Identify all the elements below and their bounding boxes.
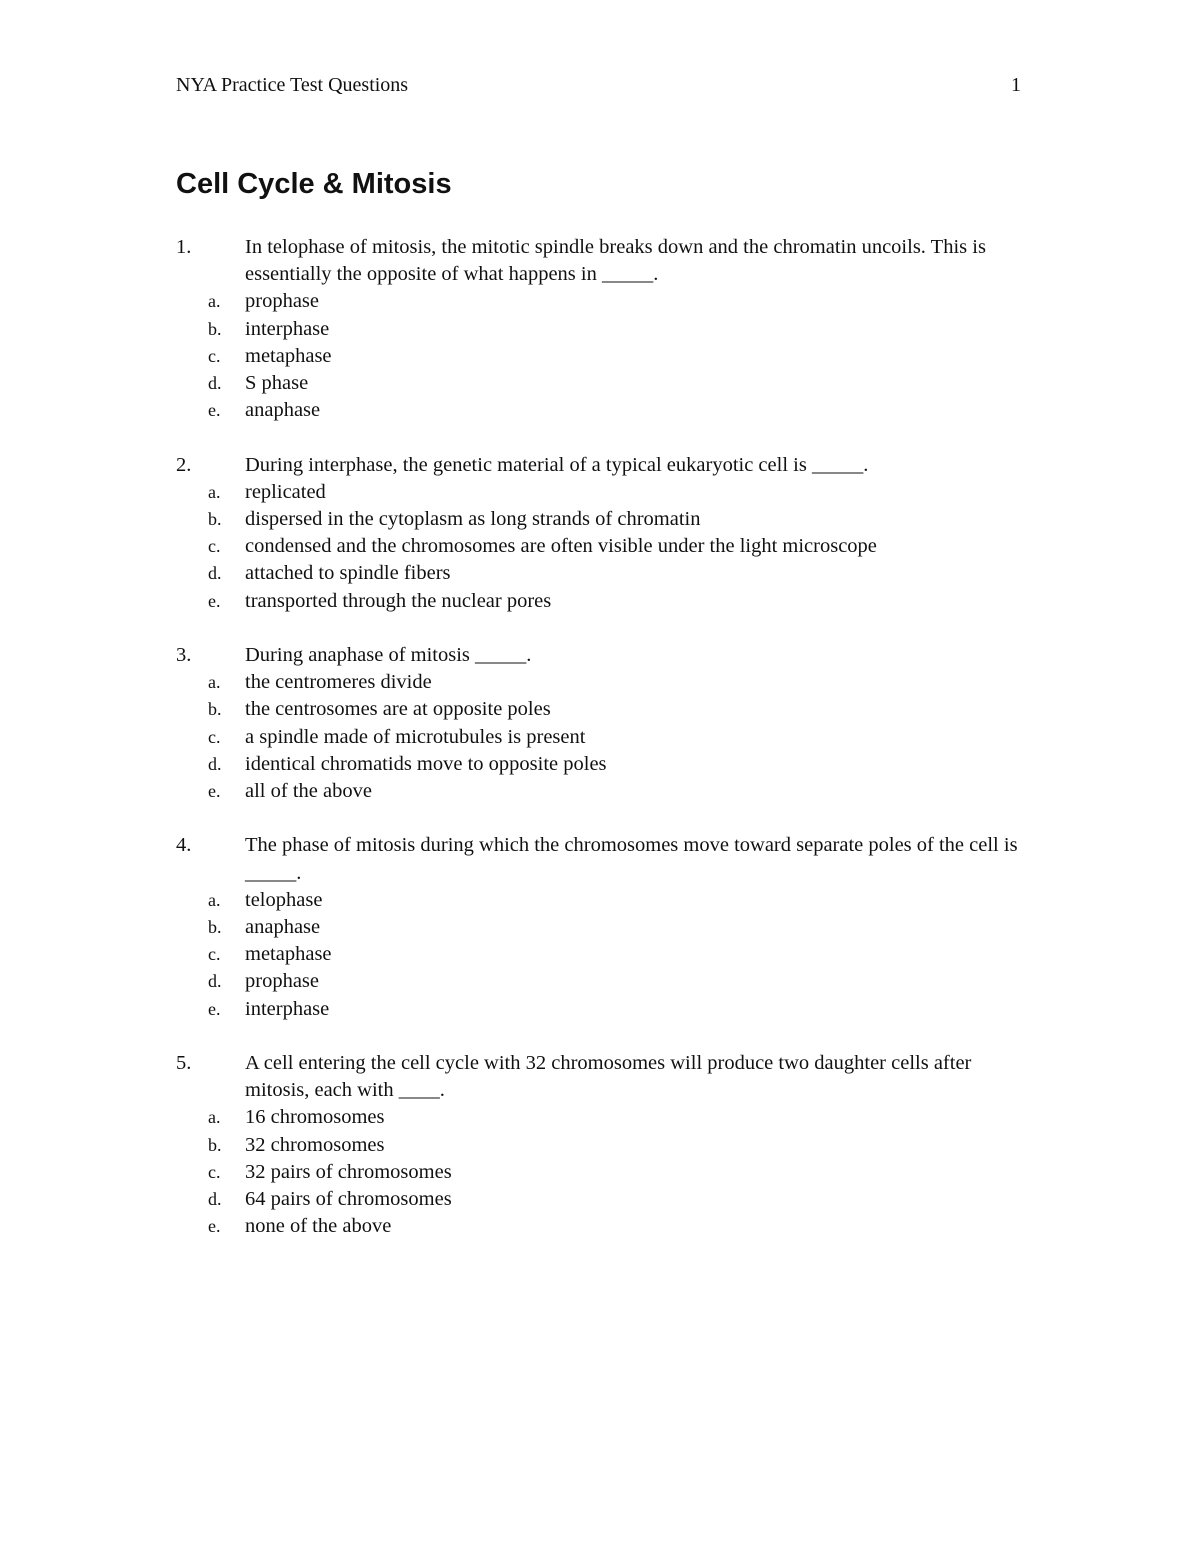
option-text: dispersed in the cytoplasm as long strands of chromatin	[245, 508, 701, 531]
option-b	[176, 696, 1026, 723]
option-text: metaphase	[245, 344, 332, 367]
option-letter: d.	[208, 563, 222, 584]
option-d	[176, 968, 1026, 995]
question-4	[176, 832, 1026, 1022]
question-number: 2.	[176, 453, 192, 476]
option-b	[176, 1132, 1026, 1159]
option-c	[176, 941, 1026, 968]
option-b	[176, 506, 1026, 533]
option-letter: b.	[208, 509, 222, 530]
option-letter: d.	[208, 1189, 222, 1210]
question-number: 4.	[176, 834, 192, 857]
option-text: transported through the nuclear pores	[245, 589, 552, 612]
option-letter: a.	[208, 672, 221, 693]
question-text: During interphase, the genetic material of a typical eukaryotic cell is _____.	[245, 453, 869, 476]
option-a	[176, 479, 1026, 506]
option-letter: d.	[208, 753, 222, 774]
option-letter: a.	[208, 1107, 221, 1128]
option-c	[176, 724, 1026, 751]
option-text: all of the above	[245, 780, 372, 803]
section-title: Cell Cycle & Mitosis	[176, 168, 452, 200]
option-list	[176, 288, 1026, 424]
option-letter: b.	[208, 1134, 222, 1155]
option-b	[176, 316, 1026, 343]
option-letter: c.	[208, 944, 221, 965]
option-letter: a.	[208, 291, 221, 312]
option-list	[176, 887, 1026, 1023]
option-letter: d.	[208, 971, 222, 992]
option-a	[176, 288, 1026, 315]
question-1	[176, 234, 1026, 424]
option-text: replicated	[245, 480, 326, 503]
option-c	[176, 533, 1026, 560]
option-letter: c.	[208, 345, 221, 366]
option-letter: d.	[208, 373, 222, 394]
question-5	[176, 1050, 1026, 1240]
option-e	[176, 996, 1026, 1023]
option-text: the centrosomes are at opposite poles	[245, 698, 551, 721]
option-letter: e.	[208, 781, 221, 802]
option-a	[176, 669, 1026, 696]
option-text: metaphase	[245, 943, 332, 966]
option-text: a spindle made of microtubules is present	[245, 725, 586, 748]
option-letter: c.	[208, 726, 221, 747]
option-text: anaphase	[245, 916, 321, 939]
option-letter: b.	[208, 318, 222, 339]
option-text: none of the above	[245, 1215, 392, 1238]
option-letter: b.	[208, 917, 222, 938]
option-text: S phase	[245, 372, 309, 395]
option-a	[176, 1104, 1026, 1131]
question-text: In telophase of mitosis, the mitotic spindle breaks down and the chromatin uncoils. This is essentially the opposite of what happens in _____.	[245, 236, 986, 286]
question-text: The phase of mitosis during which the chromosomes move toward separate poles of the cell is _____.	[245, 834, 1018, 884]
option-text: prophase	[245, 290, 320, 313]
option-e	[176, 588, 1026, 615]
question-number: 5.	[176, 1052, 192, 1075]
question-3	[176, 642, 1026, 805]
option-text: 16 chromosomes	[245, 1106, 385, 1129]
page-number: 1	[1011, 74, 1021, 96]
option-e	[176, 397, 1026, 424]
option-text: condensed and the chromosomes are often visible under the light microscope	[245, 535, 877, 558]
option-letter: e.	[208, 998, 221, 1019]
option-letter: a.	[208, 481, 221, 502]
option-text: interphase	[245, 997, 330, 1020]
option-d	[176, 751, 1026, 778]
option-d	[176, 560, 1026, 587]
option-letter: e.	[208, 1216, 221, 1237]
option-letter: b.	[208, 699, 222, 720]
option-list	[176, 479, 1026, 615]
option-d	[176, 1186, 1026, 1213]
option-text: 32 chromosomes	[245, 1133, 385, 1156]
question-text: During anaphase of mitosis _____.	[245, 644, 532, 667]
option-d	[176, 370, 1026, 397]
option-list	[176, 1104, 1026, 1240]
option-text: 32 pairs of chromosomes	[245, 1160, 452, 1183]
question-text: A cell entering the cell cycle with 32 chromosomes will produce two daughter cells after mitosis, each with ____.	[245, 1052, 972, 1102]
option-text: 64 pairs of chromosomes	[245, 1188, 452, 1211]
option-c	[176, 343, 1026, 370]
option-list	[176, 669, 1026, 805]
option-letter: c.	[208, 536, 221, 557]
option-letter: a.	[208, 889, 221, 910]
option-letter: c.	[208, 1161, 221, 1182]
question-number: 3.	[176, 644, 192, 667]
option-text: anaphase	[245, 399, 321, 422]
question-2	[176, 452, 1026, 615]
option-c	[176, 1159, 1026, 1186]
option-a	[176, 887, 1026, 914]
option-e	[176, 778, 1026, 805]
question-number: 1.	[176, 236, 192, 258]
option-e	[176, 1213, 1026, 1240]
option-text: identical chromatids move to opposite poles	[245, 752, 607, 775]
option-letter: e.	[208, 590, 221, 611]
option-text: telophase	[245, 888, 323, 911]
option-text: the centromeres divide	[245, 671, 432, 694]
option-letter: e.	[208, 400, 221, 421]
question-list	[176, 234, 1026, 1268]
option-text: attached to spindle fibers	[245, 562, 451, 585]
option-text: interphase	[245, 317, 330, 340]
document-title: NYA Practice Test Questions	[176, 74, 409, 96]
option-text: prophase	[245, 970, 320, 993]
option-b	[176, 914, 1026, 941]
running-header	[176, 70, 1024, 100]
